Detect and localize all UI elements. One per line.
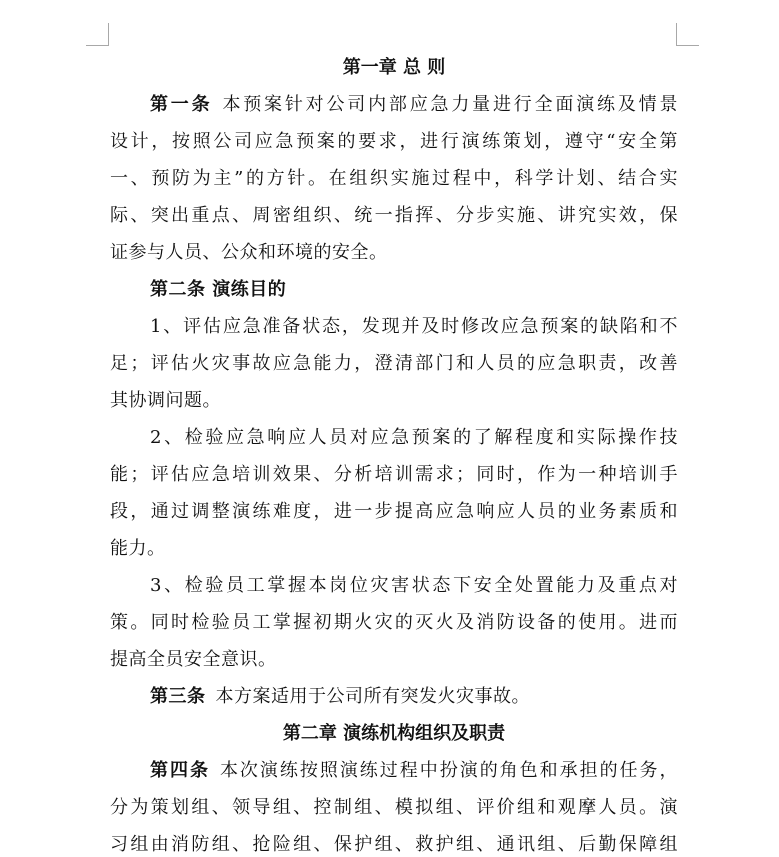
- purpose-1-line: 1、评估应急准备状态，发现并及时修改应急预案的缺陷和不: [150, 316, 678, 337]
- article-4-line: 分为策划组、领导组、控制组、模拟组、评价组和观摩人员。演: [110, 797, 678, 818]
- purpose-2-line: 段，通过调整演练难度，进一步提高应急响应人员的业务素质和: [110, 501, 678, 522]
- article-4-line: 习组由消防组、抢险组、保护组、救护组、通讯组、后勤保障组: [110, 834, 678, 855]
- document-body: [110, 49, 678, 857]
- article-1-line: 际、突出重点、周密组织、统一指挥、分步实施、讲究实效，保: [110, 205, 678, 226]
- article-4-line: 第四条 本次演练按照演练过程中扮演的角色和承担的任务，: [150, 760, 679, 781]
- article-3-label: 第三条: [150, 686, 206, 707]
- purpose-3-line: 策。同时检验员工掌握初期火灾的灭火及消防设备的使用。进而: [110, 612, 678, 633]
- chapter-1-title: 第一章 总 则: [342, 57, 446, 78]
- purpose-1-line: 足；评估火灾事故应急能力，澄清部门和人员的应急职责，改善: [110, 353, 678, 374]
- article-1-line: 一、预防为主”的方针。在组织实施过程中，科学计划、结合实: [110, 168, 678, 189]
- purpose-3-line: 提高全员安全意识。: [110, 649, 277, 670]
- article-1-line: 第一条 本预案针对公司内部应急力量进行全面演练及情景: [150, 94, 678, 115]
- article-4-label: 第四条: [150, 760, 210, 781]
- article-2-heading: 第二条 演练目的: [150, 279, 287, 300]
- purpose-2-line: 能力。: [110, 538, 166, 559]
- purpose-3-line: 3、检验员工掌握本岗位灾害状态下安全处置能力及重点对: [150, 575, 678, 596]
- purpose-2-line: 2、检验应急响应人员对应急预案的了解程度和实际操作技: [150, 427, 678, 448]
- article-1-line: 证参与人员、公众和环境的安全。: [110, 242, 388, 263]
- page-corner-mark-right: [676, 23, 699, 46]
- purpose-2-line: 能；评估应急培训效果、分析培训需求；同时，作为一种培训手: [110, 464, 678, 485]
- article-1-label: 第一条: [150, 94, 213, 115]
- article-1-line: 设计，按照公司应急预案的要求，进行演练策划，遵守“安全第: [110, 131, 678, 152]
- article-3-line: 第三条 本方案适用于公司所有突发火灾事故。: [150, 686, 530, 707]
- purpose-1-line: 其协调问题。: [110, 390, 221, 411]
- page-corner-mark-left: [86, 23, 109, 46]
- chapter-2-title: 第二章 演练机构组织及职责: [282, 723, 506, 744]
